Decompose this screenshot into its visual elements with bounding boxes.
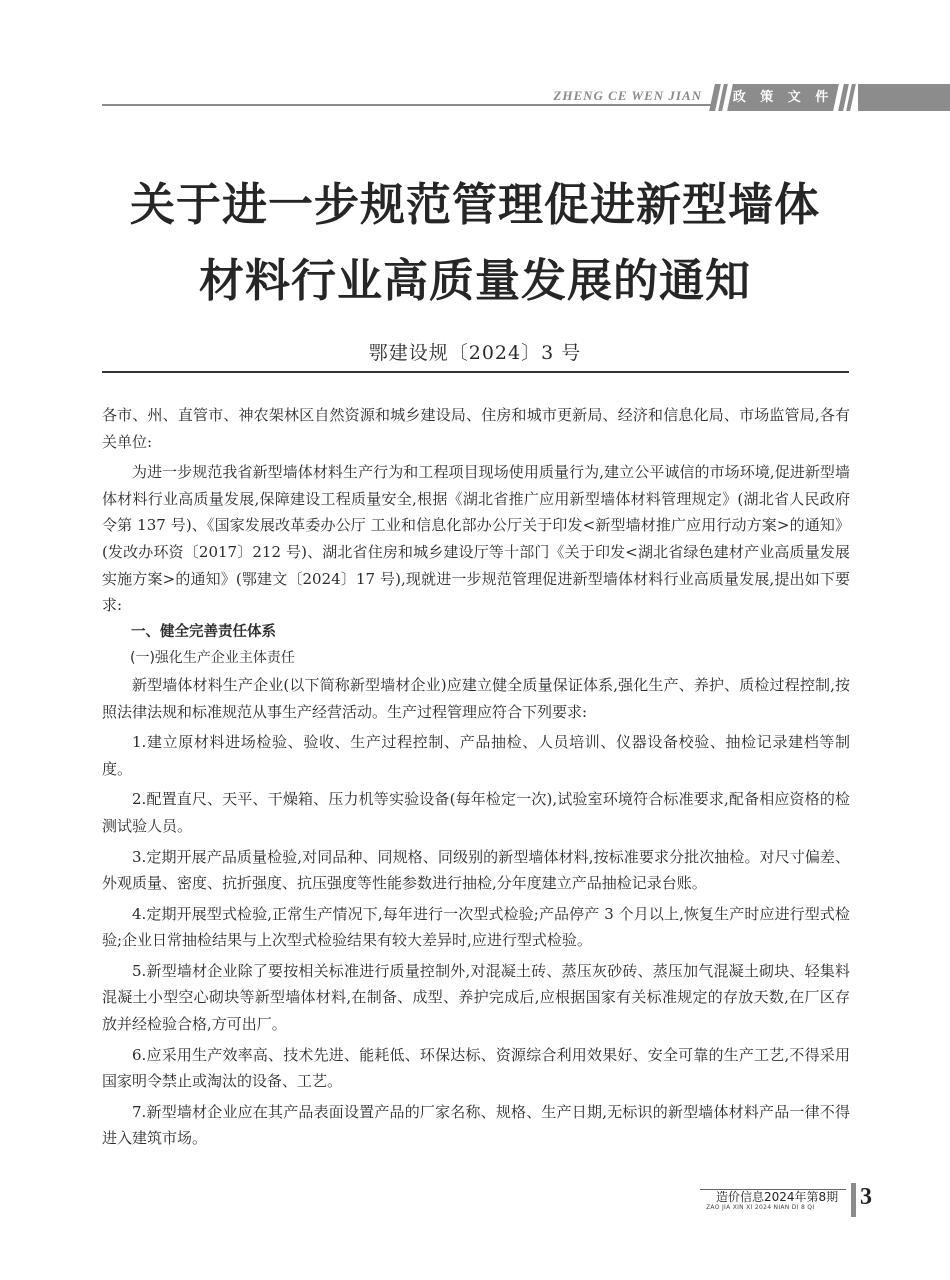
header-rule — [102, 104, 712, 106]
page-title-line1: 关于进一步规范管理促进新型墙体 — [129, 178, 820, 231]
document-number: 鄂建设规〔2024〕3 号 — [368, 342, 582, 364]
footer-bar — [851, 1183, 856, 1217]
header-tail-block — [858, 84, 950, 111]
list-item: 7.新型墙材企业应在其产品表面设置产品的厂家名称、规格、生产日期,无标识的新型墙体材料产品一律不得进入建筑市场。 — [102, 1102, 850, 1148]
header-pinyin: ZHENG CE WEN JIAN — [553, 88, 702, 103]
list-item: 1.建立原材料进场检验、验收、生产过程控制、产品抽检、人员培训、仪器设备校验、抽检记录建档等制度。 — [102, 733, 850, 778]
page-title-line2: 材料行业高质量发展的通知 — [198, 254, 751, 307]
body-paragraph: 新型墙体材料生产企业(以下简称新型墙材企业)应建立健全质量保证体系,强化生产、养护、质检过程控制,按照法律法规和标准规范从事生产经营活动。生产过程管理应符合下列要求: — [102, 675, 850, 721]
list-item: 2.配置直尺、天平、干燥箱、压力机等实验设备(每年检定一次),试验室环境符合标准要求,配备相应资格的检测试验人员。 — [102, 790, 850, 835]
addressee: 各市、州、直管市、神农架林区自然资源和城乡建设局、住房和城市更新局、经济和信息化局、市场监管局,各有关单位: — [102, 406, 850, 451]
list-item: 4.定期开展型式检验,正常生产情况下,每年进行一次型式检验;产品停产 3 个月以上,恢复生产时应进行型式检验;企业日常抽检结果与上次型式检验结果有较大差异时,应进行型式检验。 — [102, 904, 850, 950]
subsection-heading: (一)强化生产企业主体责任 — [130, 650, 295, 667]
page-number: 3 — [860, 1184, 872, 1210]
publication-pinyin: ZAO JIA XIN XI 2024 NIAN DI 8 QI — [706, 1204, 815, 1211]
list-item: 6.应采用生产效率高、技术先进、能耗低、环保达标、资源综合利用效果好、安全可靠的生产工艺,不得采用国家明令禁止或淘汰的设备、工艺。 — [102, 1045, 850, 1091]
title-divider — [102, 371, 849, 373]
list-item: 3.定期开展产品质量检验,对同品种、同规格、同级别的新型墙体材料,按标准要求分批次抽检。对尺寸偏差、外观质量、密度、抗折强度、抗压强度等性能参数进行抽检,分年度建立产品抽检记录台账。 — [102, 847, 850, 893]
publication-name: 造价信息2024年第8期 — [716, 1190, 839, 1204]
section-heading: 一、健全完善责任体系 — [131, 623, 276, 640]
article-body — [102, 402, 850, 1152]
intro-paragraph: 为进一步规范我省新型墙体材料生产行为和工程项目现场使用质量行为,建立公平诚信的市场环境,促进新型墙体材料行业高质量发展,保障建设工程质量安全,根据《湖北省推广应用新型墙体材料管理规定》(湖北省人民政府令第 137 号)、《国家发展改革委办公厅 工业和信息化部办公厅关于印发<新型墙材推广应用行动方案>的通知》(发改办环资〔2017〕212 号)、湖北省住房和城乡建设厅等十部门《关于印发<湖北省绿色建材产业高质量发展实施方案>的通知》(鄂建文〔2024〕17 号),现就进一步规范管理促进新型墙体材料行业高质量发展,提出如下要求: — [102, 463, 850, 615]
list-item: 5.新型墙材企业除了要按相关标准进行质量控制外,对混凝土砖、蒸压灰砂砖、蒸压加气混凝土砌块、轻集料混凝土小型空心砌块等新型墙体材料,在制备、成型、养护完成后,应根据国家有关标准规定的存放天数,在厂区存放并经检验合格,方可出厂。 — [102, 961, 850, 1034]
header-category: 政 策 文 件 — [732, 90, 834, 105]
